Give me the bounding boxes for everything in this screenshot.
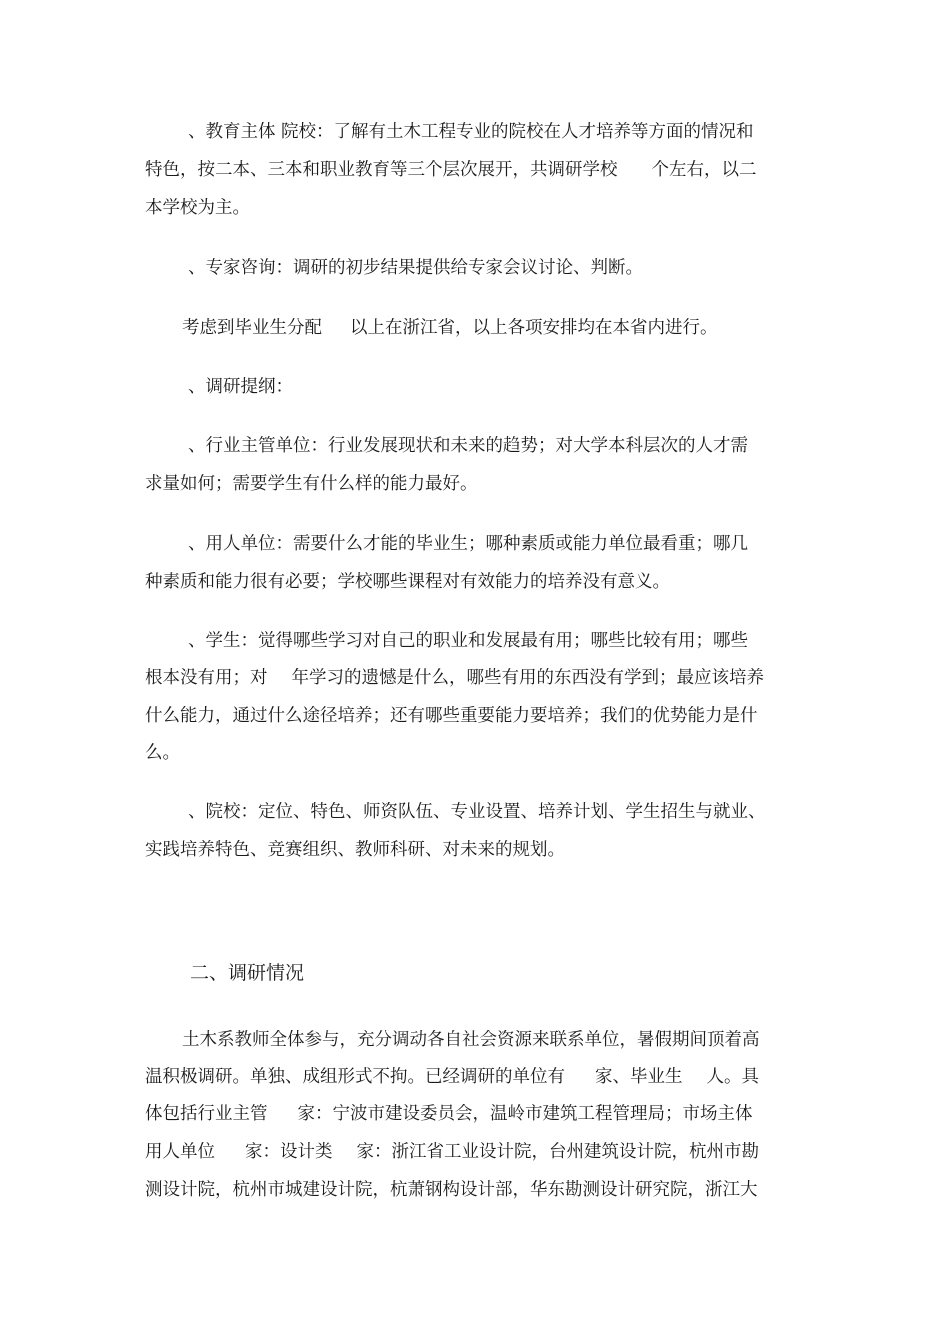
p7-line2: [145, 668, 815, 688]
p7-line1: 、学生：觉得哪些学习对自己的职业和发展最有用；哪些比较有用；哪些: [188, 631, 748, 651]
s2-line5: 测设计院，杭州市城建设计院，杭萧钢构设计部，华东勘测设计研究院，浙江大: [145, 1180, 758, 1200]
s2-line4: [145, 1142, 815, 1162]
p7-line2-part-b: 年学习的遗憾是什么，哪些有用的东西没有学到；最应该培养: [291, 668, 764, 688]
p1-line3: 本学校为主。: [145, 198, 250, 218]
s2-line2-part-c: 人。具: [706, 1067, 759, 1087]
p7-line3: 什么能力，通过什么途径培养；还有哪些重要能力要培养；我们的优势能力是什: [145, 706, 758, 726]
p8-line1: 、院校：定位、特色、师资队伍、专业设置、培养计划、学生招生与就业、: [188, 802, 766, 822]
p3-line1: [182, 318, 815, 338]
p1-line2-part-b: 个左右，以二: [651, 160, 757, 180]
s2-line1: 土木系教师全体参与，充分调动各自社会资源来联系单位，暑假期间顶着高: [182, 1030, 760, 1050]
s2-line2-part-a: 温积极调研。单独、成组形式不拘。已经调研的单位有: [145, 1067, 565, 1087]
p6-line1: 、用人单位：需要什么才能的毕业生；哪种素质或能力单位最看重；哪几: [188, 534, 748, 554]
section-heading: 二、调研情况: [190, 962, 305, 984]
s2-line2: [145, 1067, 815, 1087]
p5-line1: 、行业主管单位：行业发展现状和未来的趋势；对大学本科层次的人才需: [188, 436, 748, 456]
p3-line1-part-b: 以上在浙江省，以上各项安排均在本省内进行。: [350, 318, 718, 338]
p2-line1: 、专家咨询：调研的初步结果提供给专家会议讨论、判断。: [188, 258, 643, 278]
p1-line2: [145, 160, 815, 180]
p7-line2-part-a: 根本没有用；对: [145, 668, 268, 688]
s2-line3-part-a: 体包括行业主管: [145, 1104, 268, 1124]
p6-line2: 种素质和能力很有必要；学校哪些课程对有效能力的培养没有意义。: [145, 572, 670, 592]
s2-line4-part-a: 用人单位: [145, 1142, 215, 1162]
s2-line3-part-b: 家：宁波市建设委员会，温岭市建筑工程管理局；市场主体: [297, 1104, 753, 1124]
p4-line1: 、调研提纲：: [188, 377, 293, 397]
p5-line2: 求量如何；需要学生有什么样的能力最好。: [145, 474, 478, 494]
s2-line2-part-b: 家、毕业生: [595, 1067, 683, 1087]
p3-line1-part-a: 考虑到毕业生分配: [182, 318, 322, 338]
p8-line2: 实践培养特色、竞赛组织、教师科研、对未来的规划。: [145, 840, 565, 860]
p1-line2-part-a: 特色，按二本、三本和职业教育等三个层次展开，共调研学校: [145, 160, 618, 180]
s2-line3: [145, 1104, 815, 1124]
p7-line4: 么。: [145, 743, 180, 763]
p1-line1: 、教育主体 院校：了解有土木工程专业的院校在人才培养等方面的情况和: [188, 122, 754, 142]
s2-line4-part-c: 家：浙江省工业设计院，台州建筑设计院，杭州市勘: [356, 1142, 759, 1162]
s2-line4-part-b: 家：设计类: [245, 1142, 333, 1162]
